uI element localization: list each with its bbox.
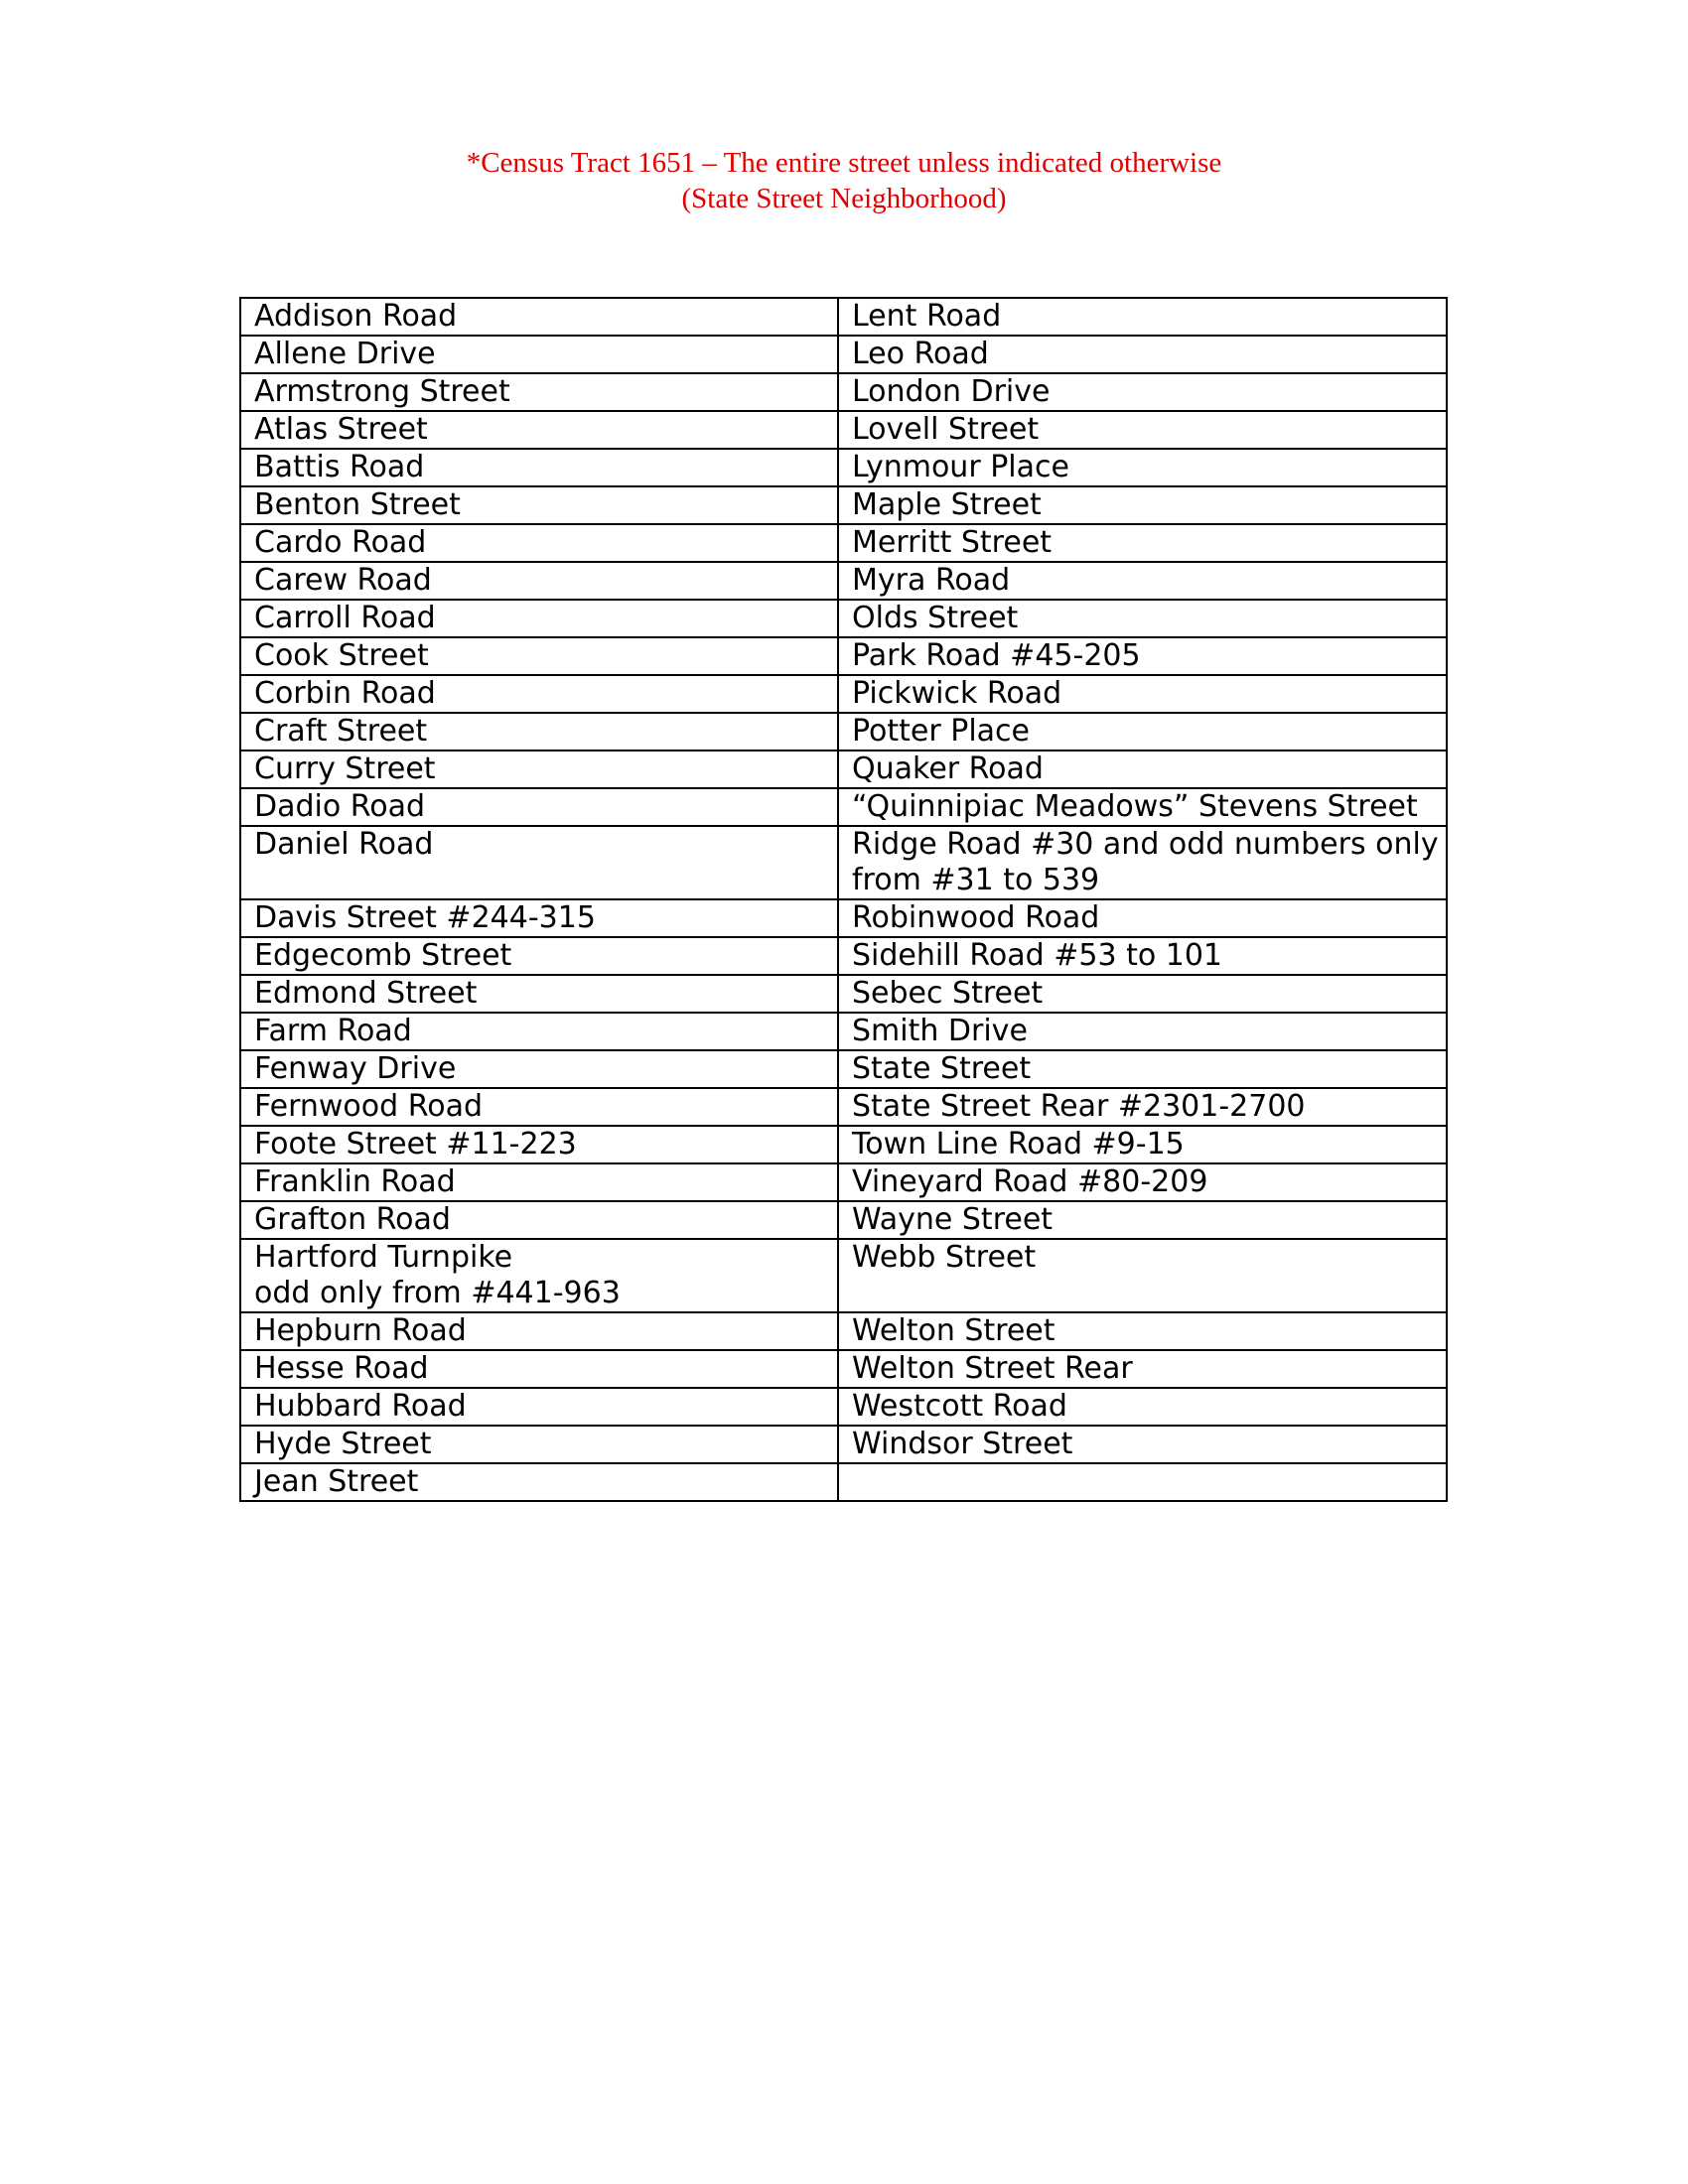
street-name: Grafton Road (254, 1202, 451, 1237)
street-name: Franklin Road (254, 1164, 456, 1199)
street-cell-right (838, 1426, 1447, 1463)
table-row (240, 600, 1447, 637)
street-cell-right (838, 899, 1447, 937)
street-name: from #31 to 539 (852, 863, 1100, 897)
street-cell-right (838, 637, 1447, 675)
street-name: Daniel Road (254, 827, 434, 862)
street-name: Dadio Road (254, 789, 426, 824)
street-name: Leo Road (852, 337, 989, 371)
table-row (240, 298, 1447, 336)
street-name: Hartford Turnpike (254, 1240, 513, 1275)
street-name: odd only from #441-963 (254, 1276, 621, 1310)
table-row (240, 449, 1447, 486)
street-cell-right (838, 336, 1447, 373)
street-name: Lovell Street (852, 412, 1040, 447)
street-name: Maple Street (852, 487, 1042, 522)
table-row (240, 486, 1447, 524)
street-name: Farm Road (254, 1014, 412, 1048)
street-name: Edgecomb Street (254, 938, 512, 973)
street-cell-right (838, 713, 1447, 751)
street-cell-right (838, 486, 1447, 524)
street-name: Armstrong Street (254, 374, 510, 409)
street-cell-right (838, 751, 1447, 788)
street-cell-right (838, 1126, 1447, 1163)
table-row (240, 1201, 1447, 1239)
street-cell-left (240, 1463, 838, 1501)
table-row (240, 1312, 1447, 1350)
street-cell-right (838, 937, 1447, 975)
street-name: Carroll Road (254, 601, 436, 635)
street-cell-right (838, 562, 1447, 600)
street-name: Town Line Road #9-15 (852, 1127, 1185, 1161)
street-cell-right (838, 1201, 1447, 1239)
street-cell-right (838, 1088, 1447, 1126)
street-name: Ridge Road #30 and odd numbers only (852, 827, 1439, 862)
street-name: Westcott Road (852, 1389, 1067, 1424)
street-cell-right (838, 373, 1447, 411)
street-name: Vineyard Road #80-209 (852, 1164, 1208, 1199)
street-cell-left (240, 1312, 838, 1350)
street-cell-left (240, 1201, 838, 1239)
street-list-body (240, 298, 1447, 1501)
table-row (240, 1463, 1447, 1501)
street-cell-right (838, 1163, 1447, 1201)
street-name: Pickwick Road (852, 676, 1062, 711)
street-cell-left (240, 1426, 838, 1463)
street-cell-right (838, 298, 1447, 336)
street-name: Allene Drive (254, 337, 436, 371)
street-name: Davis Street #244-315 (254, 900, 596, 935)
street-cell-left (240, 1013, 838, 1050)
street-cell-left (240, 298, 838, 336)
street-cell-right (838, 1388, 1447, 1426)
street-name: Fernwood Road (254, 1089, 483, 1124)
table-row (240, 713, 1447, 751)
street-cell-left (240, 675, 838, 713)
street-name: Robinwood Road (852, 900, 1100, 935)
street-cell-left (240, 411, 838, 449)
street-cell-left (240, 449, 838, 486)
street-cell-left (240, 373, 838, 411)
street-name: Olds Street (852, 601, 1019, 635)
street-cell-left (240, 1163, 838, 1201)
street-name: Potter Place (852, 714, 1030, 749)
street-cell-left (240, 524, 838, 562)
street-name: Welton Street (852, 1313, 1055, 1348)
table-row (240, 975, 1447, 1013)
table-row (240, 373, 1447, 411)
street-name: Hubbard Road (254, 1389, 467, 1424)
header-title: *Census Tract 1651 – The entire street unless indicated otherwise (466, 147, 1222, 179)
street-cell-left (240, 1388, 838, 1426)
street-cell-left (240, 751, 838, 788)
street-cell-left (240, 826, 838, 899)
street-cell-left (240, 486, 838, 524)
table-row (240, 1088, 1447, 1126)
street-name: Foote Street #11-223 (254, 1127, 577, 1161)
table-row (240, 937, 1447, 975)
street-name: Hepburn Road (254, 1313, 467, 1348)
street-name: Myra Road (852, 563, 1011, 598)
street-name: Cardo Road (254, 525, 427, 560)
street-cell-left (240, 899, 838, 937)
street-name: Cook Street (254, 638, 429, 673)
table-row (240, 524, 1447, 562)
street-name: State Street Rear #2301-2700 (852, 1089, 1306, 1124)
street-name: Addison Road (254, 299, 458, 334)
street-name: Fenway Drive (254, 1051, 457, 1086)
street-cell-left (240, 713, 838, 751)
street-name: Jean Street (254, 1464, 419, 1499)
street-name: Battis Road (254, 450, 425, 484)
street-cell-left (240, 1350, 838, 1388)
table-row (240, 1050, 1447, 1088)
street-cell-right (838, 1312, 1447, 1350)
street-name: Atlas Street (254, 412, 428, 447)
table-row (240, 411, 1447, 449)
street-cell-left (240, 937, 838, 975)
street-name: Carew Road (254, 563, 432, 598)
table-row (240, 637, 1447, 675)
street-cell-left (240, 562, 838, 600)
street-name: Merritt Street (852, 525, 1053, 560)
street-name: Craft Street (254, 714, 428, 749)
table-row (240, 751, 1447, 788)
street-name: Webb Street (852, 1240, 1037, 1275)
street-cell-left (240, 600, 838, 637)
street-cell-right (838, 1013, 1447, 1050)
street-cell-left (240, 336, 838, 373)
table-row (240, 1426, 1447, 1463)
street-cell-right (838, 1239, 1447, 1312)
street-name: Quaker Road (852, 751, 1044, 786)
street-name: Benton Street (254, 487, 461, 522)
table-row (240, 336, 1447, 373)
table-row (240, 675, 1447, 713)
header-subtitle: (State Street Neighborhood) (681, 183, 1007, 214)
street-name: Hesse Road (254, 1351, 429, 1386)
street-cell-right (838, 449, 1447, 486)
street-cell-right (838, 675, 1447, 713)
street-name: Sebec Street (852, 976, 1044, 1011)
street-cell-right (838, 600, 1447, 637)
table-row (240, 826, 1447, 899)
table-row (240, 788, 1447, 826)
street-cell-left (240, 975, 838, 1013)
street-cell-left (240, 637, 838, 675)
table-row (240, 562, 1447, 600)
street-name: Park Road #45-205 (852, 638, 1141, 673)
street-list-table (239, 297, 1448, 1502)
street-name: “Quinnipiac Meadows” Stevens Street (852, 789, 1418, 824)
table-row (240, 1163, 1447, 1201)
street-cell-left (240, 1239, 838, 1312)
street-cell-right (838, 975, 1447, 1013)
street-name: Curry Street (254, 751, 436, 786)
street-cell-right (838, 1350, 1447, 1388)
street-cell-right (838, 788, 1447, 826)
street-name: Smith Drive (852, 1014, 1028, 1048)
street-cell-right (838, 1050, 1447, 1088)
street-name: Sidehill Road #53 to 101 (852, 938, 1223, 973)
street-name: Welton Street Rear (852, 1351, 1133, 1386)
table-row (240, 899, 1447, 937)
table-row (240, 1239, 1447, 1312)
street-cell-left (240, 1050, 838, 1088)
street-cell-right (838, 826, 1447, 899)
street-cell-right (838, 524, 1447, 562)
table-row (240, 1388, 1447, 1426)
table-row (240, 1126, 1447, 1163)
street-cell-right (838, 1463, 1447, 1501)
street-cell-left (240, 1126, 838, 1163)
street-name: Corbin Road (254, 676, 436, 711)
street-name: Wayne Street (852, 1202, 1054, 1237)
table-row (240, 1013, 1447, 1050)
street-name: Windsor Street (852, 1427, 1073, 1461)
street-cell-right (838, 411, 1447, 449)
street-cell-left (240, 788, 838, 826)
street-name: Lent Road (852, 299, 1002, 334)
street-name: Edmond Street (254, 976, 478, 1011)
document-header (0, 145, 1688, 216)
table-row (240, 1350, 1447, 1388)
street-name: London Drive (852, 374, 1051, 409)
street-cell-left (240, 1088, 838, 1126)
street-name: State Street (852, 1051, 1032, 1086)
street-name: Lynmour Place (852, 450, 1069, 484)
street-name: Hyde Street (254, 1427, 432, 1461)
